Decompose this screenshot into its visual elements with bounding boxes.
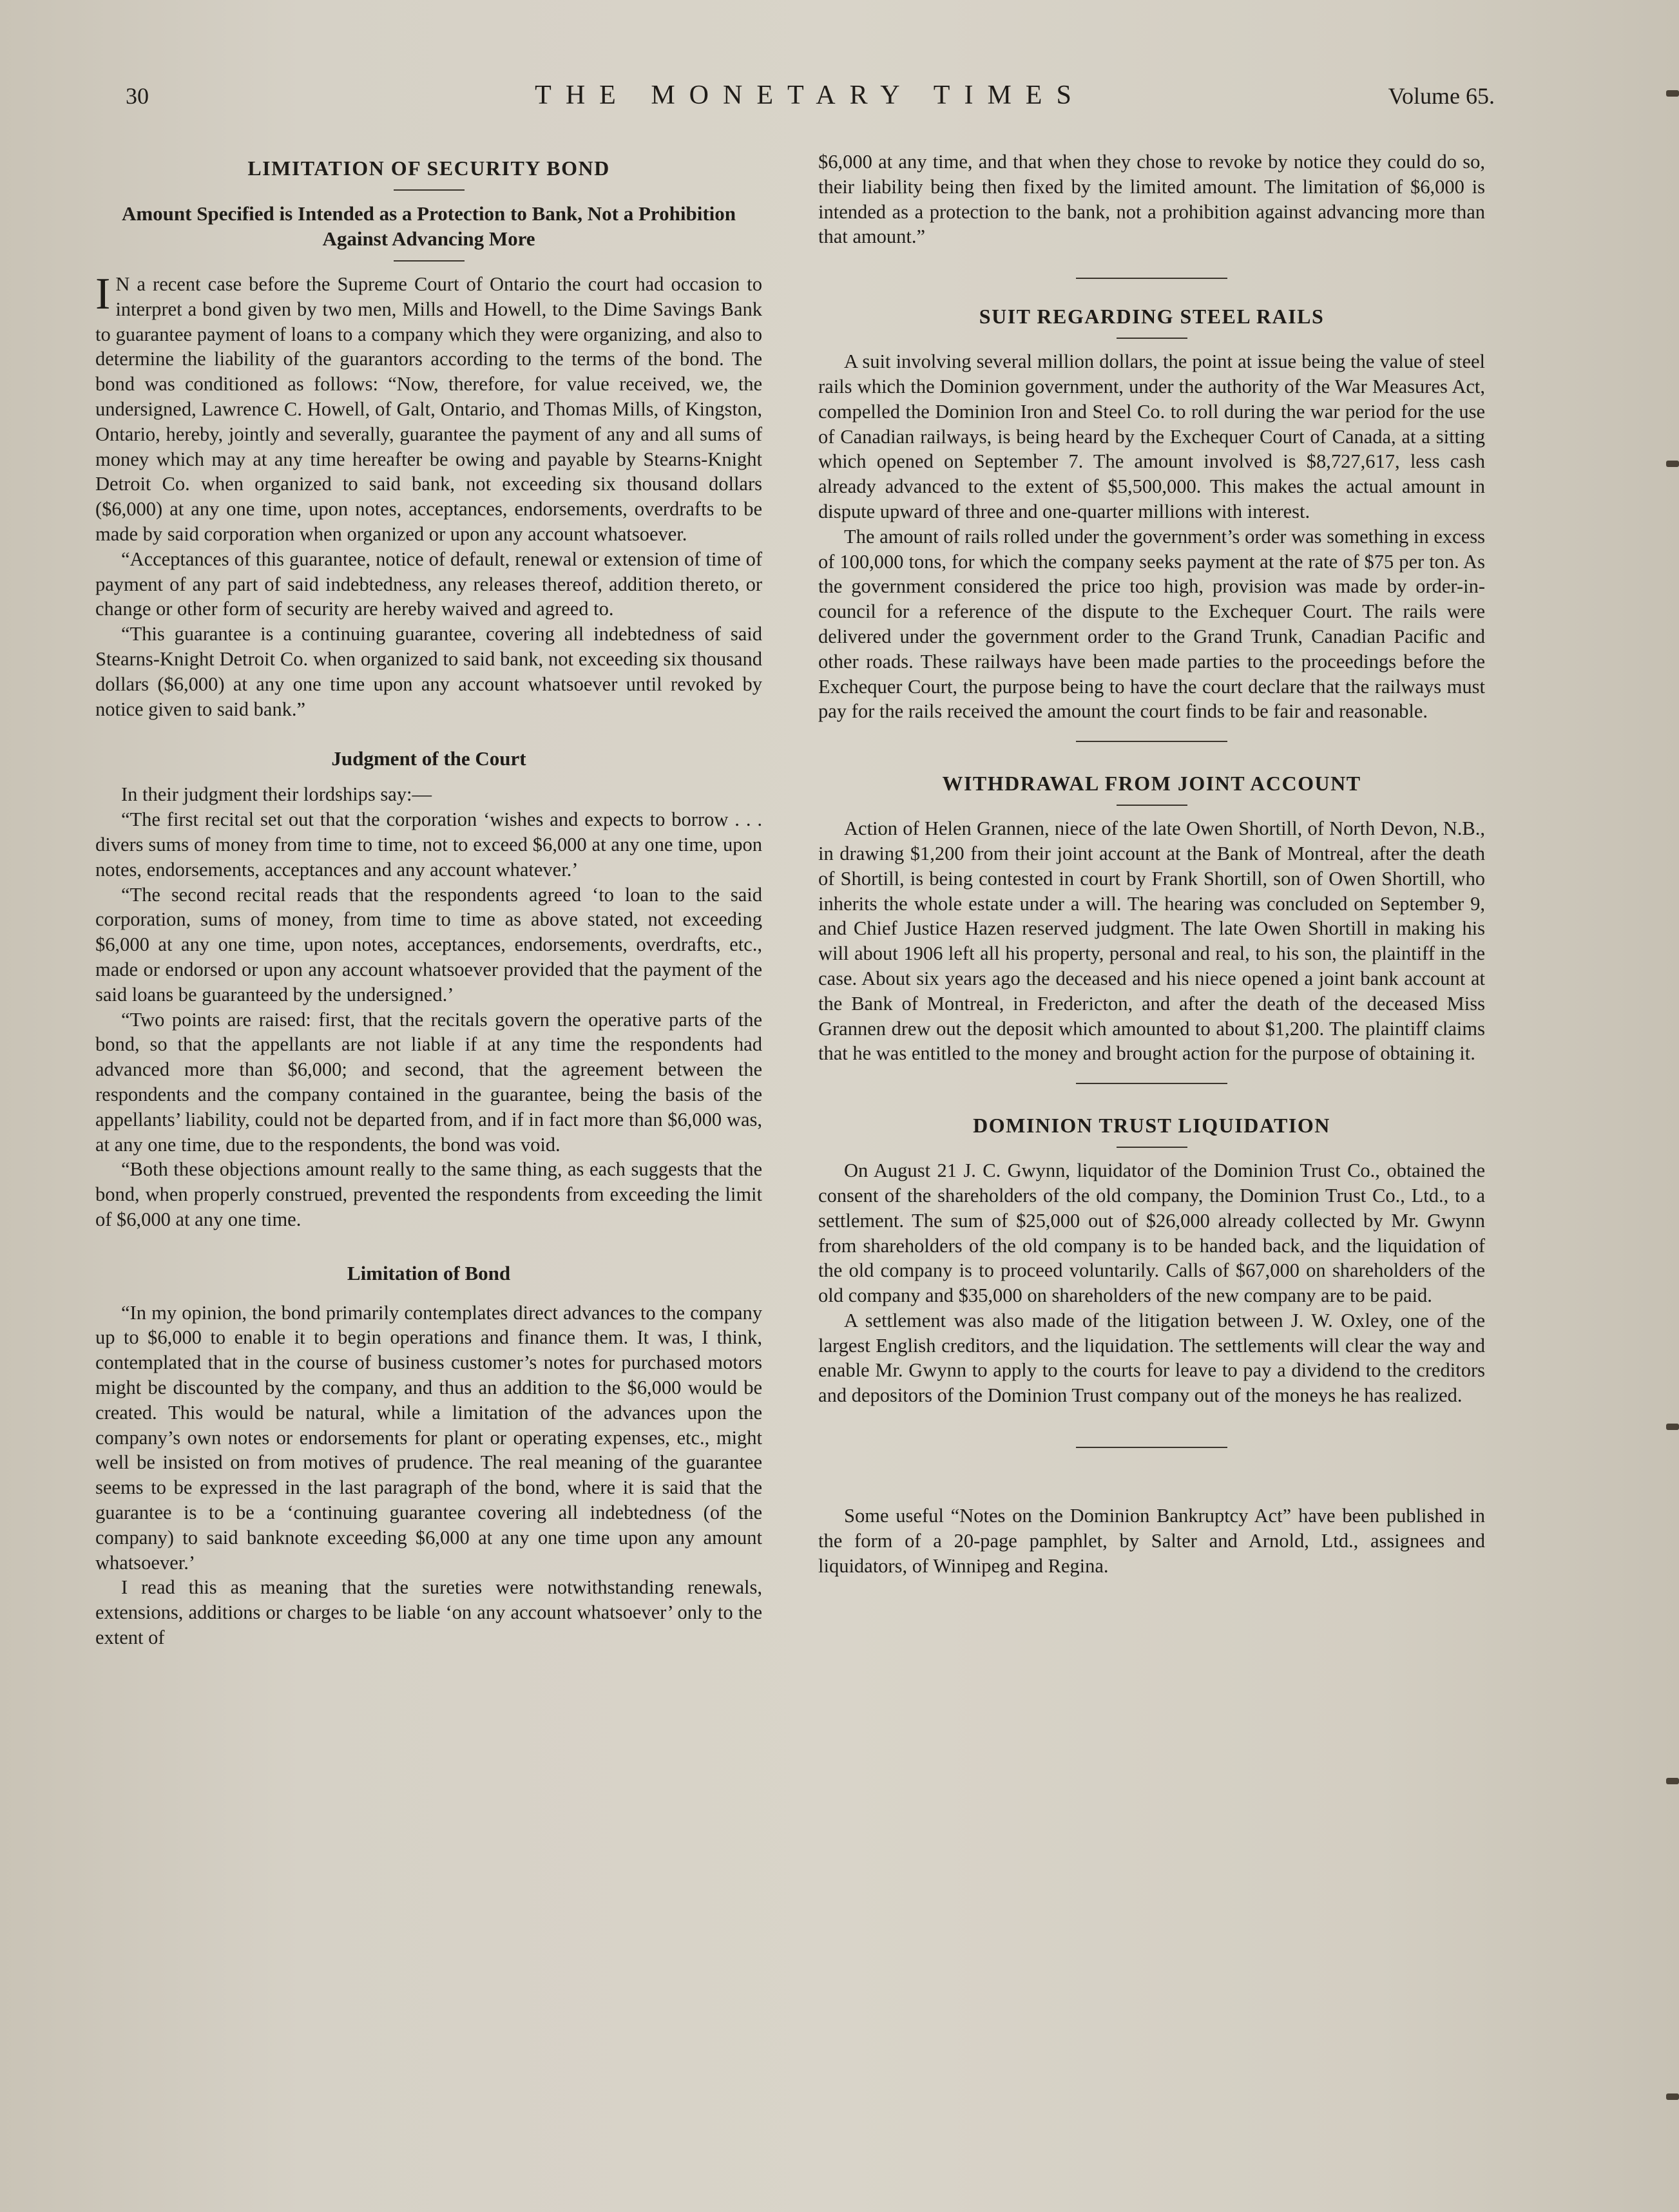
divider [1117, 338, 1187, 339]
article-title: DOMINION TRUST LIQUIDATION [973, 1114, 1330, 1138]
article-paragraph: “Two points are raised: first, that the recitals govern the operative parts of the bond, so that the appellants are not liable if at any time the respondents had advanced more than $6,000; and second, that the agreement between the respondents and the company contained in the guarantee, being the basis of the appellants’ liability, could not be departed from, and if in fact more than $6,000 was, at any one time, due to the respondents, the bond was void. [95, 1008, 762, 1156]
section-divider [1076, 278, 1227, 279]
article-paragraph: “In my opinion, the bond primarily contemplates direct advances to the company up to $6,000 to enable it to begin operations and finance them. It was, I think, contemplated that in the course of business customer’s notes for purchased motors might be discounted by the company, and thus an addition to the $6,000 would be created. This would be natural, while a limitation of the advances upon the company’s own notes or endorsements for plant or operating expenses, etc., might well be insisted on from motives of prudence. The real meaning of the guarantee seems to be expressed in the last paragraph of the bond, where it is said that the guarantee is to be a ‘continuing guarantee covering all indebtedness (of the company) to said banknote exceeding $6,000 at any one time upon any amount whatsoever.’ [95, 1301, 762, 1574]
article-paragraph: “Acceptances of this guarantee, notice of default, renewal or extension of time of payment of any part of said indebtedness, any releases thereof, addition thereto, or change or other form of security are hereby waived and agreed to. [95, 548, 762, 620]
article-paragraph: A settlement was also made of the litigation between J. W. Oxley, one of the largest English creditors, and the liquidation. The settlements will clear the way and enable Mr. Gwynn to apply to the courts for leave to pay a dividend to the creditors and depositors of the Dominion Trust company out of the moneys he has realized. [818, 1309, 1485, 1407]
notice-bankruptcy-notes [818, 1503, 1485, 1578]
right-column [818, 149, 1485, 1578]
article-continuation: $6,000 at any time, and that when they chose to revoke by notice they could do so, their liability being then fixed by the limited amount. The limitation of $6,000 is intended as a protection to the bank, not a prohibition against advancing more than that amount.” [818, 151, 1485, 248]
article-title: SUIT REGARDING STEEL RAILS [979, 305, 1325, 329]
divider [394, 189, 465, 191]
scan-edge-mark [1666, 461, 1679, 467]
masthead: THE MONETARY TIMES [535, 81, 1086, 110]
article-title: LIMITATION OF SECURITY BOND [247, 157, 610, 180]
article-limitation-of-security-bond [95, 157, 762, 1650]
article-paragraph: I read this as meaning that the sureties were notwithstanding renewals, extensions, additions or charges to be liable ‘on any account whatsoever’ only to the extent of [95, 1576, 762, 1649]
page-header [126, 77, 1495, 116]
section-heading: Judgment of the Court [331, 747, 526, 770]
article-steel-rails [818, 305, 1485, 724]
scan-edge-mark [1666, 2093, 1679, 2100]
article-paragraph: The amount of rails rolled under the government’s order was something in excess of 100,000 tons, for which the company seeks payment at the rate of $75 per ton. As the government considered the price too high, provision was made by order-in-council for a reference of the dispute to the Exchequer Court. The rails were delivered under the government order to the Grand Trunk, Canadian Pacific and other roads. These railways have been made parties to the proceedings before the Exchequer Court, the purpose being to have the court declare that the railways must pay for the rails received the amount the court finds to be fair and reasonable. [818, 525, 1485, 723]
divider [1117, 1147, 1187, 1148]
article-subtitle: Amount Specified is Intended as a Protection to Bank, Not a Prohibition Against Advancing More [121, 202, 736, 250]
scan-edge-mark [1666, 90, 1679, 97]
article-title: WITHDRAWAL FROM JOINT ACCOUNT [942, 772, 1361, 796]
article-paragraph: Action of Helen Grannen, niece of the late Owen Shortill, of North Devon, N.B., in drawing $1,200 from their joint account at the Bank of Montreal, after the death of Shortill, is being contested in court by Frank Shortill, son of Owen Shortill, who inherits the whole estate under a will. The hearing was concluded on September 9, and Chief Justice Hazen reserved judgment. The late Owen Shortill in making his will about 1906 left all his property, personal and real, to his son, the plaintiff in the case. About six years ago the deceased and his niece opened a joint bank account at the Bank of Montreal, in Fredericton, and after the death of the deceased Miss Grannen drew out the deposit which amounted to about $1,200. The plaintiff claims that he was entitled to the money and brought action for the purpose of obtaining it. [818, 817, 1485, 1065]
article-paragraph: On August 21 J. C. Gwynn, liquidator of the Dominion Trust Co., obtained the consent of the shareholders of the old company, the Dominion Trust Co., Ltd., to a settlement. The sum of $25,000 out of $26,000 already collected by Mr. Gwynn from shareholders of the old company is to be handed back, and the liquidation of the old company is to proceed voluntarily. Calls of $67,000 on shareholders of the old company and $35,000 on shareholders of the new company are to be paid. [818, 1159, 1485, 1307]
section-divider [1076, 1447, 1227, 1448]
divider [1117, 805, 1187, 806]
left-column [95, 145, 762, 1650]
section-divider [1076, 1083, 1227, 1084]
section-heading: Limitation of Bond [347, 1261, 511, 1284]
article-paragraph: “This guarantee is a continuing guarantee, covering all indebtedness of said Stearns-Knight Detroit Co. when organized to said bank, not exceeding six thousand dollars ($6,000) at any one time upon any account whatsoever until revoked by notice given to said bank.” [95, 623, 762, 720]
article-paragraph: I N a recent case before the Supreme Court of Ontario the court had occasion to interpret a bond given by two men, Mills and Howell, to the Dime Savings Bank to guarantee payment of loans to a company which they were organizing, and also to determine the liability of the guarantors according to the terms of the bond. The bond was conditioned as follows: “Now, therefore, for value received, we, the undersigned, Lawrence C. Howell, of Galt, Ontario, and Thomas Mills, of Kingston, Ontario, hereby, jointly and severally, guarantee the payment of any and all sums of money which may at any time hereafter be owing and payable by Stearns-Knight Detroit Co. when organized to said bank, not exceeding six thousand dollars ($6,000) at any one time, upon notes, acceptances, endorsements, overdrafts to be made by said corporation when organized or upon any account whatsoever. [95, 269, 762, 545]
scan-edge-mark [1666, 1778, 1679, 1784]
divider [394, 260, 465, 262]
notice-paragraph: Some useful “Notes on the Dominion Bankruptcy Act” have been published in the form of a 20-page pamphlet, by Salter and Arnold, Ltd., assignees and liquidators, of Winnipeg and Regina. [818, 1505, 1485, 1577]
article-paragraph: “Both these objections amount really to the same thing, as each suggests that the bond, when properly construed, prevented the respondents from exceeding the limit of $6,000 at any one time. [95, 1158, 762, 1230]
volume-label: Volume 65. [1388, 83, 1495, 109]
article-dominion-trust [818, 1114, 1485, 1408]
page-number: 30 [126, 83, 149, 109]
section-divider [1076, 741, 1227, 742]
article-paragraph: In their judgment their lordships say:— [121, 783, 432, 806]
scan-edge-mark [1666, 1424, 1679, 1430]
article-paragraph: “The first recital set out that the corporation ‘wishes and expects to borrow . . . divers sums of money from time to time, not to exceed $6,000 at any one time, upon notes, endorsements, acceptances and any account whatever.’ [95, 808, 762, 881]
article-joint-account [818, 772, 1485, 1066]
drop-cap: I [95, 269, 111, 319]
article-paragraph: A suit involving several million dollars, the point at issue being the value of steel rails which the Dominion government, under the authority of the War Measures Act, compelled the Dominion Iron and Steel Co. to roll during the war period for the use of Canadian railways, is being heard by the Exchequer Court of Canada, at a sitting which opened on September 7. The amount involved is $8,727,617, less cash already advanced to the extent of $5,500,000. This makes the actual amount in dispute upward of three and one-quarter millions with interest. [818, 350, 1485, 522]
article-paragraph: “The second recital reads that the respondents agreed ‘to loan to the said corporation, sums of money, from time to time as above stated, not exceeding $6,000 at any one time, upon notes, acceptances, endorsements, overdrafts, etc., made or endorsed or upon any account whatsoever provided that the payment of the said loans be guaranteed by the undersigned.’ [95, 883, 762, 1006]
